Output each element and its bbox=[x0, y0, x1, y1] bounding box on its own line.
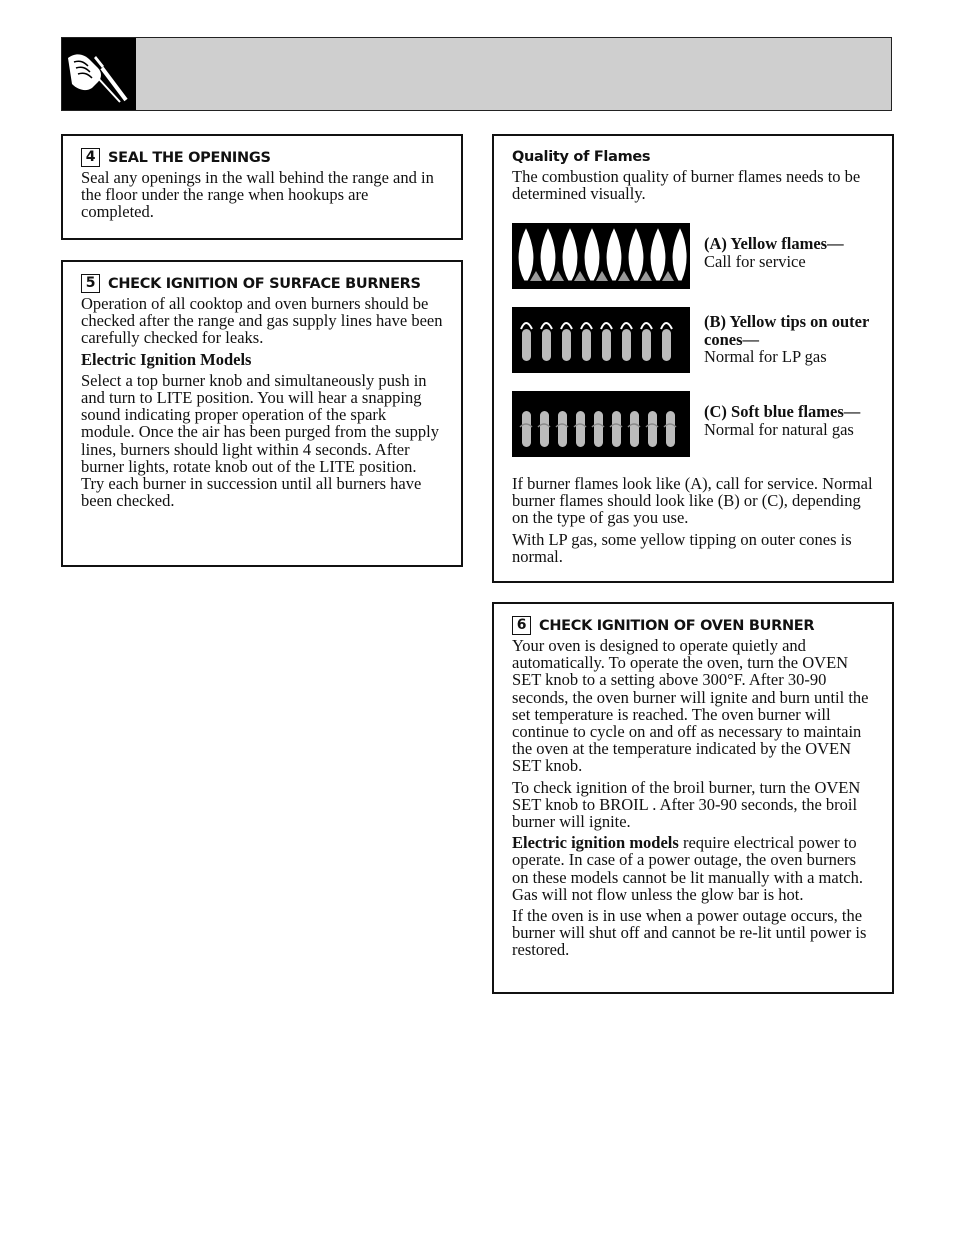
heading-text: SEAL THE OPENINGS bbox=[108, 149, 271, 166]
hand-wrench-icon bbox=[62, 38, 136, 110]
heading-text: CHECK IGNITION OF OVEN BURNER bbox=[539, 617, 815, 634]
heading-text: CHECK IGNITION OF SURFACE BURNERS bbox=[108, 275, 421, 292]
section-heading bbox=[512, 148, 874, 166]
flame-title: (C) Soft blue flames— bbox=[704, 402, 861, 421]
bold-lead: Electric ignition models bbox=[512, 833, 679, 853]
flame-title: (A) Yellow flames— bbox=[704, 234, 844, 253]
flame-quality-section bbox=[492, 134, 894, 583]
seal-openings-section bbox=[61, 134, 463, 240]
yellow-flames-image bbox=[512, 223, 690, 289]
body-text: Your oven is designed to operate quietly and automatically. To operate the oven, turn the OVEN SET knob to a setting above 300°F. After 30-90 seconds, the oven burner will ignite and burn until the set temperature is reached. The oven burner will continue to cycle on and off as necessary to maintain the oven at the temperature indicated by the OVEN SET knob. bbox=[512, 636, 869, 776]
step-number: 5 bbox=[81, 274, 100, 293]
body-rest: require electrical power to operate. In case of a power outage, the oven burners on these models cannot be lit manually with a match. Gas will not flow unless the glow bar is hot. bbox=[512, 833, 863, 904]
section-heading bbox=[81, 148, 443, 167]
subheading: Electric Ignition Models bbox=[81, 349, 252, 369]
section-heading bbox=[512, 616, 874, 635]
body-text: Select a top burner knob and simultaneously push in and turn to LITE position. You will hear a snapping sound indicating proper operation of the spark module. Once the air has been purged from the supply lines, burners should light within 4 seconds. After burner lights, rotate knob out of the LITE position. Try each burner in succession until all burners have been checked. bbox=[81, 370, 440, 511]
yellow-tips-flames-image bbox=[512, 307, 690, 373]
body-text: If the oven is in use when a power outage occurs, the burner will shut off and cannot be re-lit until power is restored. bbox=[512, 906, 867, 960]
flame-label-c bbox=[704, 403, 894, 438]
page-header-bar bbox=[61, 37, 892, 111]
surface-burners-section bbox=[61, 260, 463, 567]
flame-desc: Call for service bbox=[704, 251, 806, 271]
body-text: To check ignition of the broil burner, turn the OVEN SET knob to BROIL . After 30-90 seconds, the broil burner will ignite. bbox=[512, 777, 861, 832]
oven-burner-section bbox=[492, 602, 894, 994]
soft-blue-flames-image bbox=[512, 391, 690, 457]
flame-row-a bbox=[512, 223, 844, 289]
body-text bbox=[512, 834, 874, 903]
body-text: With LP gas, some yellow tipping on outer cones is normal. bbox=[512, 529, 852, 566]
body-text: Seal any openings in the wall behind the range and in the floor under the range when hookups are completed. bbox=[81, 168, 434, 222]
section-heading bbox=[81, 274, 443, 293]
body-text: Operation of all cooktop and oven burners should be checked after the range and gas supply lines have been carefully checked for leaks. bbox=[81, 294, 443, 348]
intro-text: The combustion quality of burner flames needs to be determined visually. bbox=[512, 167, 861, 204]
body-text: If burner flames look like (A), call for service. Normal burner flames should look like (B) or (C), depending on the type of gas you use. bbox=[512, 474, 873, 528]
flame-notes bbox=[512, 475, 876, 569]
heading-text: Quality of Flames bbox=[512, 149, 651, 165]
step-number: 4 bbox=[81, 148, 100, 167]
step-number: 6 bbox=[512, 616, 531, 635]
flame-label-a bbox=[704, 235, 894, 270]
flame-desc: Normal for natural gas bbox=[704, 419, 854, 439]
flame-title: (B) Yellow tips on outer cones— bbox=[704, 312, 869, 349]
flame-label-b bbox=[704, 313, 894, 366]
flame-desc: Normal for LP gas bbox=[704, 347, 827, 366]
flame-row-c bbox=[512, 391, 861, 457]
flame-row-b bbox=[512, 307, 869, 373]
